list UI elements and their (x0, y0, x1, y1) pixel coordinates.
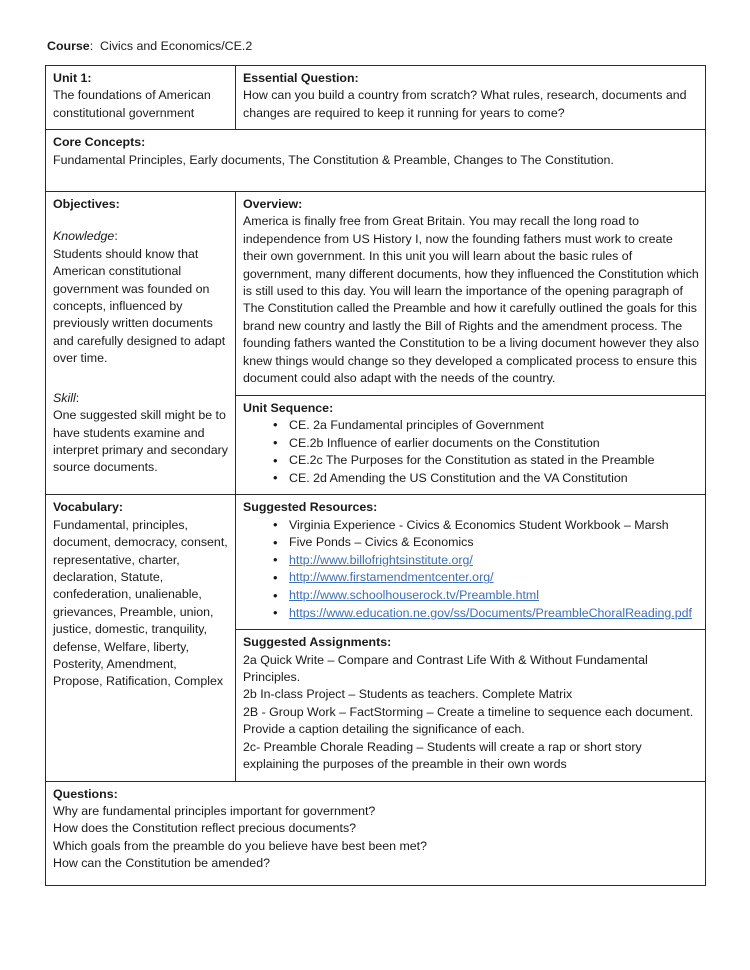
knowledge-body: Students should know that American constitutional government was founded on concepts, influenced by previously written documents and carefully designed to adapt over time. (53, 246, 226, 366)
list-item (289, 605, 699, 623)
list-item: • CE. 2a Fundamental principles of Government (289, 417, 699, 435)
question-line: How can the Constitution be amended? (53, 856, 270, 871)
assignment-line: 2b In-class Project – Students as teachers. Complete Matrix (243, 687, 573, 702)
resource-link[interactable]: http://www.schoolhouserock.tv/Preamble.html (289, 588, 539, 603)
question-line: Which goals from the preamble do you believe have best been met? (53, 838, 428, 853)
core-concepts-heading: Core Concepts: (53, 135, 146, 150)
resource-link[interactable]: https://www.education.ne.gov/ss/Documents/PreambleChoralReading.pdf (289, 605, 692, 620)
unit-plan-table (45, 65, 706, 886)
knowledge-label-line (53, 228, 229, 245)
vocabulary-body: Fundamental, principles, document, democracy, consent, representative, charter, declaration, Statute, confederation, unalienable, grievances, Preamble, union, justice, domestic, tranquility, defense, Welfare, liberty, Posterity, Amendment, Propose, Ratification, Complex (53, 517, 228, 689)
list-item (289, 534, 699, 552)
resource-link[interactable]: http://www.firstamendmentcenter.org/ (289, 570, 494, 585)
knowledge-label: Knowledge (53, 229, 115, 244)
table-row-unit (46, 66, 706, 130)
objectives-cell (46, 192, 236, 495)
unit-sequence-heading: Unit Sequence: (243, 400, 334, 415)
essential-question-cell (236, 66, 706, 130)
skill-body: One suggested skill might be to have students examine and interpret primary and secondary source documents. (53, 408, 228, 475)
objectives-spacer-top (53, 213, 229, 228)
list-item: • CE. 2d Amending the US Constitution and the VA Constitution (289, 470, 699, 488)
suggested-resources-list (243, 517, 699, 623)
resource-text: Virginia Experience - Civics & Economics Student Workbook – Marsh (289, 517, 669, 532)
core-concepts-cell (46, 130, 706, 192)
table-row-vocabulary-resources (46, 495, 706, 630)
unit-sequence-list (243, 417, 699, 487)
list-item (289, 517, 699, 535)
vocabulary-heading: Vocabulary: (53, 500, 124, 515)
unit-sequence-cell (236, 395, 706, 495)
questions-heading: Questions: (53, 786, 118, 801)
skill-label: Skill (53, 390, 76, 405)
suggested-assignments-heading: Suggested Assignments: (243, 635, 392, 650)
vocabulary-cell (46, 495, 236, 781)
list-item (289, 587, 699, 605)
unit-heading: Unit 1: (53, 71, 92, 85)
assignment-line: 2c- Preamble Chorale Reading – Students will create a rap or short story explaining the purposes of the preamble in their own words (243, 739, 642, 772)
objectives-spacer-mid (53, 368, 229, 390)
assignment-line: 2a Quick Write – Compare and Contrast Life With & Without Fundamental Principles. (243, 652, 648, 685)
questions-cell (46, 781, 706, 885)
question-line: How does the Constitution reflect precious documents? (53, 821, 357, 836)
course-label: Course (47, 39, 90, 53)
objectives-heading: Objectives: (53, 197, 120, 212)
overview-heading: Overview: (243, 197, 303, 212)
unit-body: The foundations of American constitutional government (53, 88, 211, 120)
core-concepts-body: Fundamental Principles, Early documents, The Constitution & Preamble, Changes to The Constitution. (53, 152, 614, 167)
assignment-line: 2B - Group Work – FactStorming – Create a timeline to sequence each document. Provide a caption detailing the significance of each. (243, 704, 694, 737)
suggested-resources-cell (236, 495, 706, 630)
course-value: Civics and Economics/CE.2 (100, 39, 253, 53)
resource-link[interactable]: http://www.billofrightsinstitute.org/ (289, 552, 473, 567)
unit-cell (46, 66, 236, 130)
table-row-objectives-overview (46, 192, 706, 395)
suggested-assignments-cell (236, 630, 706, 781)
course-heading: Course: Civics and Economics/CE.2 (47, 39, 253, 53)
list-item (289, 552, 699, 570)
list-item: • CE.2b Influence of earlier documents on the Constitution (289, 435, 699, 453)
list-item (289, 569, 699, 587)
skill-label-line (53, 390, 229, 407)
table-row-core-concepts (46, 130, 706, 192)
overview-body: America is finally free from Great Britain. You may recall the long road to independence from US History I, now the founding fathers must work to create their own government. In this unit you will learn about the basic rules of government, many different documents, how they influenced the Constitution which is still used to this day. You will learn the importance of the opening paragraph of The Constitution called the Preamble and how it carefully outlined the goals for this brand new country and lastly the Bill of Rights and the amendment process. The founding fathers wanted the Constitution to be a living document however they also knew things would change so they developed a complicated process to ensure this document could also adapt with the needs of the country. (243, 214, 699, 386)
essential-question-body: How can you build a country from scratch? What rules, research, documents and changes are required to keep it running for years to come? (243, 88, 687, 120)
resource-text: Five Ponds – Civics & Economics (289, 535, 474, 550)
essential-question-heading: Essential Question: (243, 71, 359, 85)
list-item: • CE.2c The Purposes for the Constitution as stated in the Preamble (289, 452, 699, 470)
core-concepts-spacer (53, 169, 699, 184)
table-row-questions (46, 781, 706, 885)
suggested-resources-heading: Suggested Resources: (243, 500, 378, 515)
skill-colon: : (75, 390, 80, 405)
knowledge-colon: : (114, 229, 118, 244)
overview-cell (236, 192, 706, 395)
question-line: Why are fundamental principles important for government? (53, 803, 376, 818)
